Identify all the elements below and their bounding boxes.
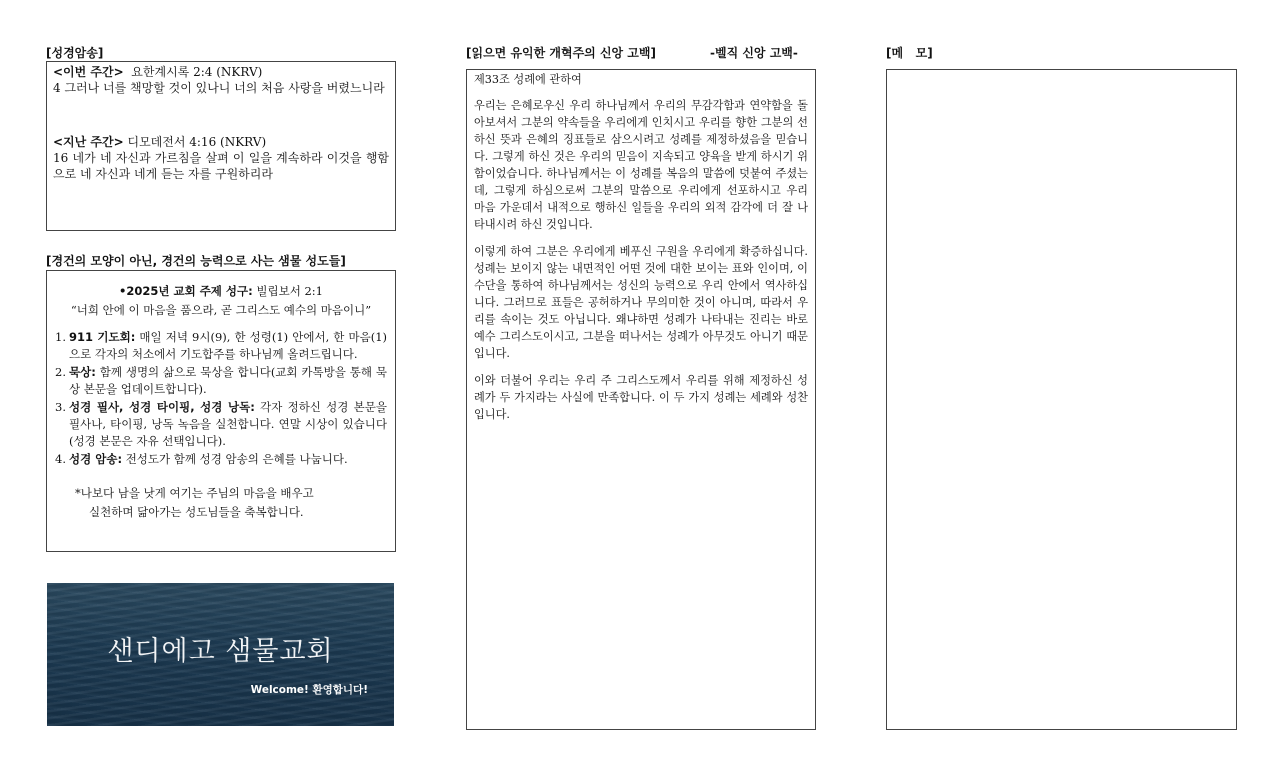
list-item-text: 각자 정하신 성경 본문을 필사나, 타이핑, 낭독 녹음을 실천합니다. 연말 시상이 있습니다(성경 본문은 자유 선택입니다). bbox=[69, 400, 387, 448]
list-item-number: 3. bbox=[55, 400, 66, 414]
theme-title-reference: 빌립보서 2:1 bbox=[252, 284, 323, 298]
list-item bbox=[55, 329, 387, 363]
theme-title-label: •2025년 교회 주제 성구: bbox=[119, 284, 253, 298]
theme-quote: “너희 안에 이 마음을 품으라, 곧 그리스도 예수의 마음이니” bbox=[70, 303, 372, 317]
confession-box bbox=[466, 69, 816, 730]
last-week-label: <지난 주간> bbox=[53, 135, 124, 149]
last-week-reference: 디모데전서 4:16 (NKRV) bbox=[127, 135, 267, 149]
blessing-note bbox=[55, 484, 387, 522]
list-item-title: 성경 필사, 성경 타이핑, 성경 낭독: bbox=[69, 400, 255, 414]
list-item-text: 함께 생명의 삶으로 묵상을 합니다(교회 카톡방을 통해 묵상 본문을 업데이트합니다). bbox=[69, 365, 387, 396]
theme-section-header: [경건의 모양이 아닌, 경건의 능력으로 사는 샘물 성도들] bbox=[46, 254, 346, 268]
list-item-title: 성경 암송: bbox=[69, 452, 123, 466]
list-item bbox=[55, 364, 387, 398]
this-week-reference-line bbox=[53, 64, 389, 80]
list-item-number: 4. bbox=[55, 452, 66, 466]
list-item-number: 1. bbox=[55, 330, 66, 344]
article-title: 제33조 성례에 관하여 bbox=[474, 73, 582, 86]
list-item bbox=[55, 399, 387, 450]
last-week-verse: 16 네가 네 자신과 가르침을 살펴 이 일을 계속하라 이것을 행함으로 네 자신과 네게 듣는 자를 구원하리라 bbox=[53, 151, 389, 181]
welcome-text: Welcome! 환영합니다! bbox=[250, 684, 368, 696]
last-week-reference-line bbox=[53, 134, 389, 150]
this-week-reference: 요한계시록 2:4 (NKRV) bbox=[131, 65, 263, 79]
theme-title bbox=[55, 283, 387, 300]
blessing-line: 실천하며 닮아가는 성도님들을 축복합니다. bbox=[89, 505, 304, 519]
this-week-label: <이번 주간> bbox=[53, 65, 124, 79]
confession-source-label: -벨직 신앙 고백- bbox=[710, 46, 798, 60]
list-item-number: 2. bbox=[55, 365, 66, 379]
church-theme-box bbox=[46, 270, 396, 552]
memo-section-header: [메 모] bbox=[886, 46, 933, 60]
memory-section-header: [성경암송] bbox=[46, 46, 104, 60]
activity-list bbox=[55, 329, 387, 468]
confession-paragraph: 이렇게 하여 그분은 우리에게 베푸신 구원을 우리에게 확증하십니다. 성례는 보이지 않는 내면적인 어떤 것에 대한 보이는 표와 인이며, 이 수단을 통하여 하나님께서는 성신의 능력으로 우리 안에서 역사하십니다. 그러므로 표들은 공허하거나 무의미한 것이 아니며, 따라서 우리를 속이는 것도 아닙니다. 왜냐하면 성례가 나타내는 진리는 바로 예수 그리스도이시고, 그분을 떠나서는 성례가 아무것도 아니기 때문입니다. bbox=[474, 245, 808, 360]
memo-box bbox=[886, 69, 1237, 730]
memory-verse-box bbox=[46, 61, 396, 231]
list-item bbox=[55, 451, 387, 468]
this-week-verse: 4 그러나 너를 책망할 것이 있나니 너의 처음 사랑을 버렸느니라 bbox=[53, 81, 385, 95]
church-name: 샌디에고 샘물교회 bbox=[107, 636, 334, 667]
blessing-line: *나보다 남을 낫게 여기는 주님의 마음을 배우고 bbox=[75, 486, 314, 500]
list-item-text: 전성도가 함께 성경 암송의 은혜를 나눕니다. bbox=[122, 452, 348, 466]
confession-paragraph: 우리는 은혜로우신 우리 하나님께서 우리의 무감각함과 연약함을 돌아보셔서 그분의 약속들을 우리에게 인치시고 우리를 향한 그분의 선하신 뜻과 은혜의 징표들로 삼으시려고 성례를 제정하셨음을 믿습니다. 그렇게 하신 것은 우리의 믿음이 지속되고 양육을 받게 하시기 위함이었습니다. 하나님께서는 이 성례를 복음의 말씀에 덧붙여 주셨는데, 그렇게 하심으로써 그분의 말씀으로 우리에게 선포하시고 우리 마음 가운데서 내적으로 행하신 일들을 우리의 외적 감각에 더 잘 나타내시려 하신 것입니다. bbox=[474, 99, 808, 231]
church-banner-image bbox=[47, 583, 394, 726]
confession-section-header: [읽으면 유익한 개혁주의 신앙 고백] bbox=[466, 46, 656, 60]
list-item-title: 묵상: bbox=[69, 365, 96, 379]
confession-paragraph: 이와 더불어 우리는 우리 주 그리스도께서 우리를 위해 제정하신 성례가 두 가지라는 사실에 만족합니다. 이 두 가지 성례는 세례와 성찬입니다. bbox=[474, 374, 808, 421]
list-item-text: 매일 저녁 9시(9), 한 성령(1) 안에서, 한 마음(1)으로 각자의 처소에서 기도합주를 하나님께 올려드립니다. bbox=[69, 330, 387, 361]
list-item-title: 911 기도회: bbox=[69, 330, 136, 344]
